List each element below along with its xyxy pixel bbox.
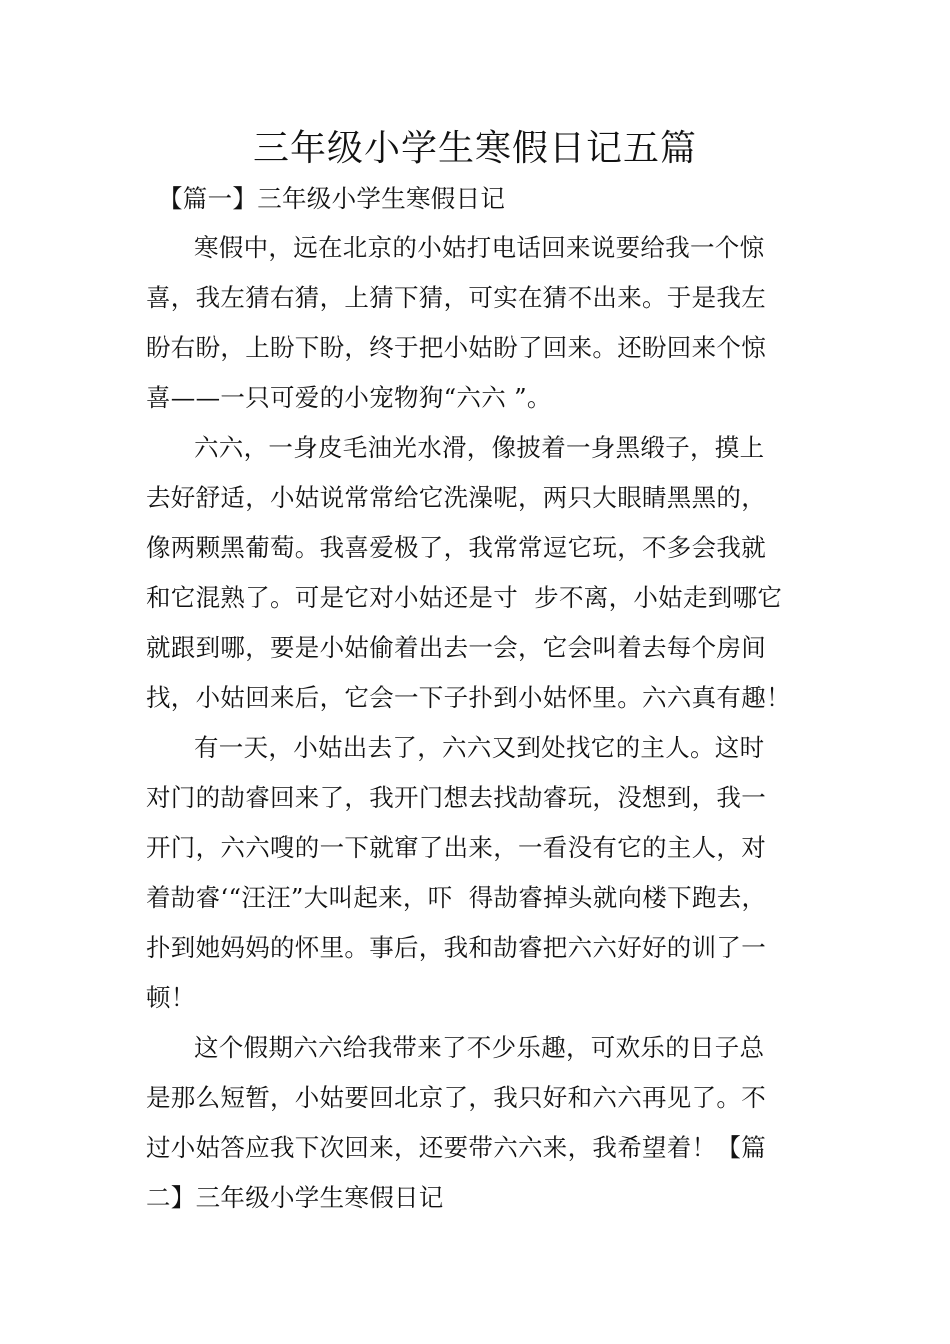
paragraph-line: 有一天，小姑出去了，六六又到处找它的主人。这时 <box>194 733 765 762</box>
paragraph-line: 喜——一只可爱的小宠物狗“六六 ”。 <box>146 383 552 412</box>
paragraph-line: 和它混熟了。可是它对小姑还是寸 步不离，小姑走到哪它 <box>146 583 783 612</box>
paragraph-line: 是那么短暂，小姑要回北京了，我只好和六六再见了。不 <box>146 1083 766 1112</box>
paragraph-line: 过小姑答应我下次回来，还要带六六来，我希望着！【篇 <box>146 1133 766 1162</box>
paragraph-line: 顿！ <box>146 983 196 1012</box>
paragraph-line: 喜，我左猜右猜，上猜下猜，可实在猜不出来。于是我左 <box>146 283 766 312</box>
paragraph-line: 对门的劼睿回来了，我开门想去找劼睿玩，没想到，我一 <box>146 783 766 812</box>
paragraph-line: 去好舒适，小姑说常常给它洗澡呢，两只大眼睛黑黑的， <box>146 483 766 512</box>
paragraph-line: 像两颗黑葡萄。我喜爱极了，我常常逗它玩，不多会我就 <box>146 533 766 562</box>
document-title: 三年级小学生寒假日记五篇 <box>252 128 697 169</box>
paragraph-line: 扑到她妈妈的怀里。事后，我和劼睿把六六好好的训了一 <box>146 933 766 962</box>
section-heading: 【篇一】三年级小学生寒假日记 <box>158 184 506 213</box>
paragraph-line: 开门，六六嗖的一下就窜了出来，一看没有它的主人，对 <box>146 833 766 862</box>
paragraph-line: 寒假中，远在北京的小姑打电话回来说要给我一个惊 <box>194 233 765 262</box>
paragraph-line: 六六，一身皮毛油光水滑，像披着一身黑缎子，摸上 <box>194 433 765 462</box>
paragraph-line: 这个假期六六给我带来了不少乐趣，可欢乐的日子总 <box>194 1033 765 1062</box>
paragraph-line: 就跟到哪，要是小姑偷着出去一会，它会叫着去每个房间 <box>146 633 766 662</box>
paragraph-line: 着劼睿‘“汪汪”大叫起来，吓 得劼睿掉头就向楼下跑去， <box>146 883 767 912</box>
paragraph-line: 盼右盼，上盼下盼，终于把小姑盼了回来。还盼回来个惊 <box>146 333 766 362</box>
paragraph-line: 找，小姑回来后，它会一下子扑到小姑怀里。六六真有趣！ <box>146 683 791 712</box>
paragraph-line: 二】三年级小学生寒假日记 <box>146 1183 444 1212</box>
